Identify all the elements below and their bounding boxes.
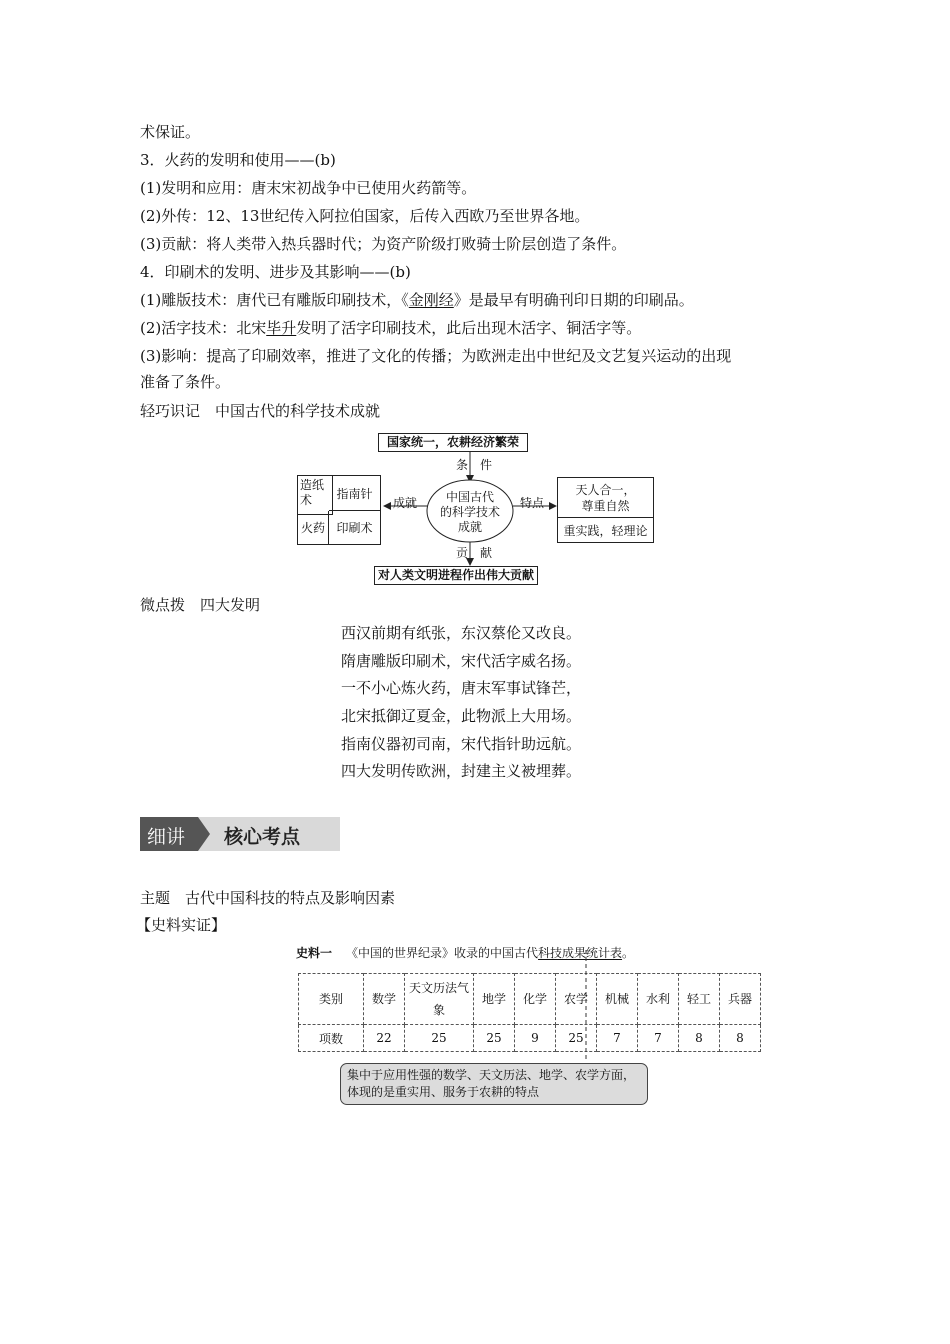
poem-line: 北宋抵御辽夏金，此物派上大用场。 (341, 707, 582, 725)
cell-compass: 指南针 (329, 476, 380, 511)
diagram-top-box: 国家统一，农耕经济繁荣 (378, 433, 528, 452)
topic-title: 主题 古代中国科技的特点及影响因素 (140, 889, 396, 907)
table-cell-header: 天文历法气象 (405, 974, 474, 1025)
text-line-5: (3)贡献：将人类带入热兵器时代；为资产阶级打败骑士阶层创造了条件。 (140, 235, 627, 253)
material-label: 史料一 (296, 946, 333, 960)
poem-line: 西汉前期有纸张，东汉蔡伦又改良。 (341, 624, 582, 642)
feature-harmony: 天人合一，尊重自然 (558, 478, 653, 518)
text-part: 》是最早有明确刊印日期的印刷品。 (453, 291, 694, 309)
table-cell-value: 25 (405, 1025, 474, 1052)
table-cell-value: 7 (638, 1025, 679, 1052)
table-cell-value: 7 (597, 1025, 638, 1052)
table-row (299, 974, 761, 1025)
material-title-text: 《中国的世界纪录》收录的中国古代 (346, 946, 539, 960)
four-inventions-grid (297, 475, 381, 545)
table-row (299, 1025, 761, 1052)
table-cell-value: 8 (720, 1025, 761, 1052)
banner-right-text: 核心考点 (224, 826, 301, 848)
diagram-center-line2: 的科学技术 (439, 505, 500, 519)
memory-title: 轻巧识记 中国古代的科学技术成就 (140, 402, 381, 420)
diagram-condition-label: 条 件 (456, 458, 493, 472)
evidence-heading: 【史料实证】 (136, 916, 227, 934)
cell-printing: 印刷术 (336, 521, 373, 535)
diagram-center-line3: 成就 (457, 520, 482, 534)
material-one (296, 945, 656, 961)
material-title (296, 945, 656, 961)
table-cell-header: 兵器 (720, 974, 761, 1025)
cell-papermaking: 造纸术 (298, 476, 333, 515)
cell-gunpowder: 火药 (298, 511, 329, 544)
text-part: (2)活字技术：北宋 (140, 319, 267, 337)
analysis-note-text: 集中于应用性强的数学、天文历法、地学、农学方面，体现的是重实用、服务于农耕的特点 (347, 1068, 636, 1099)
heading-gunpowder: 3．火药的发明和使用——(b) (140, 151, 336, 169)
banner-left-text: 细讲 (147, 826, 186, 848)
diagram-center-line1: 中国古代 (445, 490, 494, 504)
table-cell-label: 项数 (299, 1025, 364, 1052)
text-line-1: 术保证。 (140, 123, 201, 141)
underlined-term: 毕升 (266, 319, 297, 337)
table-cell-value: 8 (679, 1025, 720, 1052)
underlined-term: 金刚经 (408, 291, 454, 309)
text-line-9: (3)影响：提高了印刷效率，推进了文化的传播；为欧洲走出中世纪及文艺复兴运动的出现 (140, 347, 732, 365)
callout-connector (580, 950, 600, 1070)
poem-line: 四大发明传欧洲，封建主义被埋葬。 (341, 762, 582, 780)
diagram-contribution-label: 贡 献 (456, 546, 493, 560)
poem-line: 一不小心炼火药，唐末军事试锋芒， (341, 679, 582, 697)
diagram-bottom-box: 对人类文明进程作出伟大贡献 (374, 566, 538, 585)
text-part: 发明了活字印刷技术，此后出现木活字、铜活字等。 (296, 319, 642, 337)
material-title-underlined: 科技成果统计表 (538, 946, 623, 960)
text-part: (1)雕版技术：唐代已有雕版印刷技术，《 (140, 291, 409, 309)
heading-printing: 4．印刷术的发明、进步及其影响——(b) (140, 263, 411, 281)
section-banner (140, 817, 340, 851)
diagram-feature-label: 特点 (520, 496, 545, 510)
poem-line: 指南仪器初司南，宋代指针助远航。 (341, 735, 582, 753)
table-cell-header: 水利 (638, 974, 679, 1025)
analysis-note (340, 1063, 648, 1105)
tip-title: 微点拨 四大发明 (140, 596, 261, 614)
text-line-4: (2)外传：12、13世纪传入阿拉伯国家，后传入西欧乃至世界各地。 (140, 207, 590, 225)
table-cell-header: 轻工 (679, 974, 720, 1025)
feature-practice: 重实践，轻理论 (563, 524, 648, 538)
diagram-achievement-label: 成就 (393, 496, 418, 510)
stat-table (298, 973, 761, 1052)
table-cell-value: 25 (556, 1025, 597, 1052)
table-cell-value: 25 (474, 1025, 515, 1052)
table-cell-header: 数学 (364, 974, 405, 1025)
stat-table-wrap (298, 973, 761, 1052)
table-cell-value: 9 (515, 1025, 556, 1052)
table-cell-header: 农学 (556, 974, 597, 1025)
text-line-3: (1)发明和应用：唐末宋初战争中已使用火药箭等。 (140, 179, 477, 197)
features-box (557, 477, 654, 543)
table-cell-header: 机械 (597, 974, 638, 1025)
table-cell-header: 地学 (474, 974, 515, 1025)
poem-line: 隋唐雕版印刷术，宋代活字威名扬。 (341, 652, 582, 670)
table-cell-header: 化学 (515, 974, 556, 1025)
material-title-end: 。 (622, 946, 635, 960)
text-line-10: 准备了条件。 (140, 373, 231, 391)
table-cell-value: 22 (364, 1025, 405, 1052)
table-cell-header: 类别 (299, 974, 364, 1025)
